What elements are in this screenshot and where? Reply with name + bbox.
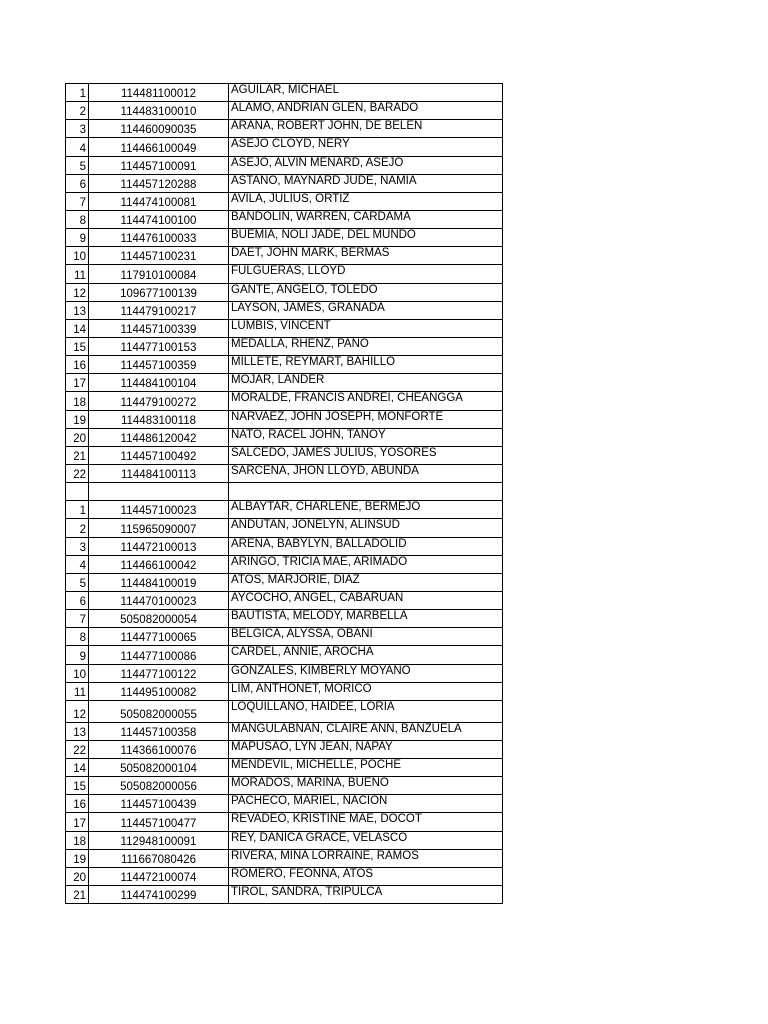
student-id-cell: 114466100042	[89, 555, 229, 573]
student-name-cell: NATO, RACEL JOHN, TANOY	[229, 428, 503, 446]
row-number-cell: 3	[66, 537, 89, 555]
student-name-cell: RIVERA, MINA LORRAINE, RAMOS	[229, 849, 503, 867]
row-number-cell: 7	[66, 610, 89, 628]
table-row	[66, 795, 503, 813]
student-id-cell: 114457100439	[89, 795, 229, 813]
row-number-cell: 10	[66, 664, 89, 682]
student-name-cell: BELGICA, ALYSSA, OBANI	[229, 628, 503, 646]
student-id-cell: 114484100019	[89, 573, 229, 591]
table-row	[66, 120, 503, 138]
student-id-cell: 505082000054	[89, 610, 229, 628]
empty-cell	[229, 483, 503, 501]
row-number-cell: 15	[66, 777, 89, 795]
student-id-cell: 114457100091	[89, 156, 229, 174]
row-number-cell: 11	[66, 265, 89, 283]
table-row	[66, 519, 503, 537]
table-row	[66, 138, 503, 156]
table-row	[66, 849, 503, 867]
table-row	[66, 867, 503, 885]
row-number-cell: 14	[66, 319, 89, 337]
row-number-cell: 11	[66, 682, 89, 700]
student-name-cell: MORALDE, FRANCIS ANDREI, CHEANGGA	[229, 392, 503, 410]
table-row	[66, 759, 503, 777]
row-number-cell: 21	[66, 886, 89, 904]
student-name-cell: ASEJO CLOYD, NERY	[229, 138, 503, 156]
student-id-cell: 114457100359	[89, 356, 229, 374]
row-number-cell: 3	[66, 120, 89, 138]
student-name-cell: AVILA, JULIUS, ORTIZ	[229, 192, 503, 210]
student-name-cell: ROMERO, FEONNA, ATOS	[229, 867, 503, 885]
student-name-cell: SARCENA, JHON LLOYD, ABUNDA	[229, 464, 503, 482]
table-row	[66, 573, 503, 591]
student-name-cell: TIROL, SANDRA, TRIPULCA	[229, 886, 503, 904]
student-name-cell: MILLETE, REYMART, BAHILLO	[229, 356, 503, 374]
student-id-cell: 115965090007	[89, 519, 229, 537]
table-row	[66, 831, 503, 849]
student-id-cell: 114481100012	[89, 84, 229, 102]
student-id-cell: 114366100076	[89, 740, 229, 758]
student-name-cell: ASTAÑO, MAYNARD JUDE, NAMIA	[229, 174, 503, 192]
student-name-cell: ASEJO, ALVIN MENARD, ASEJO	[229, 156, 503, 174]
student-name-cell: LOQUILLANO, HAIDEE, LORIA	[229, 700, 503, 722]
table-row	[66, 192, 503, 210]
student-name-cell: ANDUTAN, JONELYN, ALINSUD	[229, 519, 503, 537]
student-name-cell: NARVAEZ, JOHN JOSEPH, MONFORTE	[229, 410, 503, 428]
table-row	[66, 319, 503, 337]
row-number-cell: 8	[66, 210, 89, 228]
row-number-cell: 4	[66, 138, 89, 156]
row-number-cell: 8	[66, 628, 89, 646]
student-id-cell: 114457100358	[89, 722, 229, 740]
row-number-cell: 21	[66, 446, 89, 464]
row-number-cell: 14	[66, 759, 89, 777]
student-id-cell: 114484100113	[89, 464, 229, 482]
table-row	[66, 886, 503, 904]
student-name-cell: GONZALES, KIMBERLY MOYANO	[229, 664, 503, 682]
table-row	[66, 392, 503, 410]
student-name-cell: ALBAYTAR, CHARLENE, BERMEJO	[229, 501, 503, 519]
student-id-cell: 114474100081	[89, 192, 229, 210]
row-number-cell: 2	[66, 102, 89, 120]
student-id-cell: 114479100272	[89, 392, 229, 410]
row-number-cell: 2	[66, 519, 89, 537]
table-row	[66, 265, 503, 283]
student-roster-table	[65, 83, 503, 904]
student-id-cell: 114477100086	[89, 646, 229, 664]
table-row	[66, 537, 503, 555]
student-name-cell: REVADEO, KRISTINE MAE, DOCOT	[229, 813, 503, 831]
table-row	[66, 374, 503, 392]
student-name-cell: AYCOCHO, ANGEL, CABARUAN	[229, 591, 503, 609]
row-number-cell: 20	[66, 867, 89, 885]
table-row	[66, 813, 503, 831]
table-row	[66, 247, 503, 265]
student-name-cell: ATOS, MARJORIE, DIAZ	[229, 573, 503, 591]
row-number-cell: 22	[66, 740, 89, 758]
row-number-cell: 12	[66, 700, 89, 722]
student-id-cell: 112948100091	[89, 831, 229, 849]
student-id-cell: 114472100074	[89, 867, 229, 885]
table-row	[66, 283, 503, 301]
table-row	[66, 301, 503, 319]
table-row	[66, 210, 503, 228]
student-name-cell: SALCEDO, JAMES JULIUS, YOSORES	[229, 446, 503, 464]
student-name-cell: FULGUERAS, LLOYD	[229, 265, 503, 283]
table-row	[66, 428, 503, 446]
table-row	[66, 610, 503, 628]
row-number-cell: 9	[66, 229, 89, 247]
row-number-cell: 19	[66, 849, 89, 867]
row-number-cell: 18	[66, 392, 89, 410]
student-id-cell: 114466100049	[89, 138, 229, 156]
student-name-cell: PACHECO, MARIEL, NACION	[229, 795, 503, 813]
student-id-cell: 114483100010	[89, 102, 229, 120]
student-id-cell: 505082000056	[89, 777, 229, 795]
student-id-cell: 505082000055	[89, 700, 229, 722]
table-row	[66, 682, 503, 700]
table-row	[66, 84, 503, 102]
table-row	[66, 102, 503, 120]
row-number-cell: 15	[66, 337, 89, 355]
row-number-cell: 22	[66, 464, 89, 482]
student-name-cell: BANDOLIN, WARREN, CARDAMA	[229, 210, 503, 228]
roster-body	[66, 84, 503, 904]
row-number-cell: 6	[66, 174, 89, 192]
table-row	[66, 628, 503, 646]
student-name-cell: DAET, JOHN MARK, BERMAS	[229, 247, 503, 265]
student-name-cell: LAYSON, JAMES, GRANADA	[229, 301, 503, 319]
row-number-cell: 1	[66, 84, 89, 102]
student-id-cell: 114495100082	[89, 682, 229, 700]
student-id-cell: 114474100299	[89, 886, 229, 904]
row-number-cell: 5	[66, 156, 89, 174]
row-number-cell: 17	[66, 813, 89, 831]
student-id-cell: 114477100122	[89, 664, 229, 682]
row-number-cell: 12	[66, 283, 89, 301]
student-id-cell: 111667080426	[89, 849, 229, 867]
student-id-cell: 114457100231	[89, 247, 229, 265]
student-name-cell: LIM, ANTHONET, MORICO	[229, 682, 503, 700]
student-name-cell: AGUILAR, MICHAEL	[229, 84, 503, 102]
student-id-cell: 114483100118	[89, 410, 229, 428]
student-name-cell: BUEMIA, NOLI JADE, DEL MUNDO	[229, 229, 503, 247]
student-name-cell: CARDEL, ANNIE, AROCHA	[229, 646, 503, 664]
group-separator-row	[66, 483, 503, 501]
row-number-cell: 1	[66, 501, 89, 519]
row-number-cell: 10	[66, 247, 89, 265]
student-name-cell: BAUTISTA, MELODY, MARBELLA	[229, 610, 503, 628]
row-number-cell: 19	[66, 410, 89, 428]
student-id-cell: 114457120288	[89, 174, 229, 192]
student-id-cell: 114457100023	[89, 501, 229, 519]
student-name-cell: MEDALLA, RHENZ, PAÑO	[229, 337, 503, 355]
student-id-cell: 117910100084	[89, 265, 229, 283]
row-number-cell: 16	[66, 356, 89, 374]
row-number-cell: 13	[66, 301, 89, 319]
student-id-cell: 114477100153	[89, 337, 229, 355]
student-name-cell: GANTE, ANGELO, TOLEDO	[229, 283, 503, 301]
student-name-cell: MANGULABNAN, CLAIRE ANN, BANZUELA	[229, 722, 503, 740]
row-number-cell: 9	[66, 646, 89, 664]
student-id-cell: 114457100339	[89, 319, 229, 337]
row-number-cell: 7	[66, 192, 89, 210]
table-row	[66, 501, 503, 519]
table-row	[66, 410, 503, 428]
student-id-cell: 114477100065	[89, 628, 229, 646]
row-number-cell: 6	[66, 591, 89, 609]
row-number-cell: 17	[66, 374, 89, 392]
student-name-cell: ARAÑA, ROBERT JOHN, DE BELEN	[229, 120, 503, 138]
student-id-cell: 114479100217	[89, 301, 229, 319]
table-row	[66, 700, 503, 722]
student-name-cell: MAPUSAO, LYN JEAN, NAPAY	[229, 740, 503, 758]
table-row	[66, 591, 503, 609]
table-row	[66, 464, 503, 482]
student-id-cell: 114484100104	[89, 374, 229, 392]
table-row	[66, 337, 503, 355]
table-row	[66, 722, 503, 740]
student-id-cell: 114457100477	[89, 813, 229, 831]
empty-cell	[89, 483, 229, 501]
table-row	[66, 664, 503, 682]
table-row	[66, 777, 503, 795]
student-name-cell: ARENA, BABYLYN, BALLADOLID	[229, 537, 503, 555]
table-row	[66, 555, 503, 573]
student-id-cell: 109677100139	[89, 283, 229, 301]
empty-cell	[66, 483, 89, 501]
student-id-cell: 114476100033	[89, 229, 229, 247]
table-row	[66, 740, 503, 758]
student-name-cell: ARINGO, TRICIA MAE, ARIMADO	[229, 555, 503, 573]
table-row	[66, 174, 503, 192]
student-name-cell: ALAMO, ANDRIAN GLEN, BARADO	[229, 102, 503, 120]
row-number-cell: 13	[66, 722, 89, 740]
student-name-cell: MORADOS, MARINA, BUENO	[229, 777, 503, 795]
table-row	[66, 156, 503, 174]
student-id-cell: 114486120042	[89, 428, 229, 446]
row-number-cell: 16	[66, 795, 89, 813]
student-name-cell: REY, DANICA GRACE, VELASCO	[229, 831, 503, 849]
student-id-cell: 114470100023	[89, 591, 229, 609]
student-id-cell: 114472100013	[89, 537, 229, 555]
student-name-cell: MOJAR, LANDER	[229, 374, 503, 392]
row-number-cell: 20	[66, 428, 89, 446]
table-row	[66, 356, 503, 374]
row-number-cell: 4	[66, 555, 89, 573]
table-row	[66, 646, 503, 664]
row-number-cell: 18	[66, 831, 89, 849]
student-name-cell: LUMBIS, VINCENT	[229, 319, 503, 337]
table-row	[66, 446, 503, 464]
student-id-cell: 114460090035	[89, 120, 229, 138]
student-id-cell: 114457100492	[89, 446, 229, 464]
student-name-cell: MENDEVIL, MICHELLE, POCHE	[229, 759, 503, 777]
table-row	[66, 229, 503, 247]
student-id-cell: 114474100100	[89, 210, 229, 228]
row-number-cell: 5	[66, 573, 89, 591]
student-id-cell: 505082000104	[89, 759, 229, 777]
